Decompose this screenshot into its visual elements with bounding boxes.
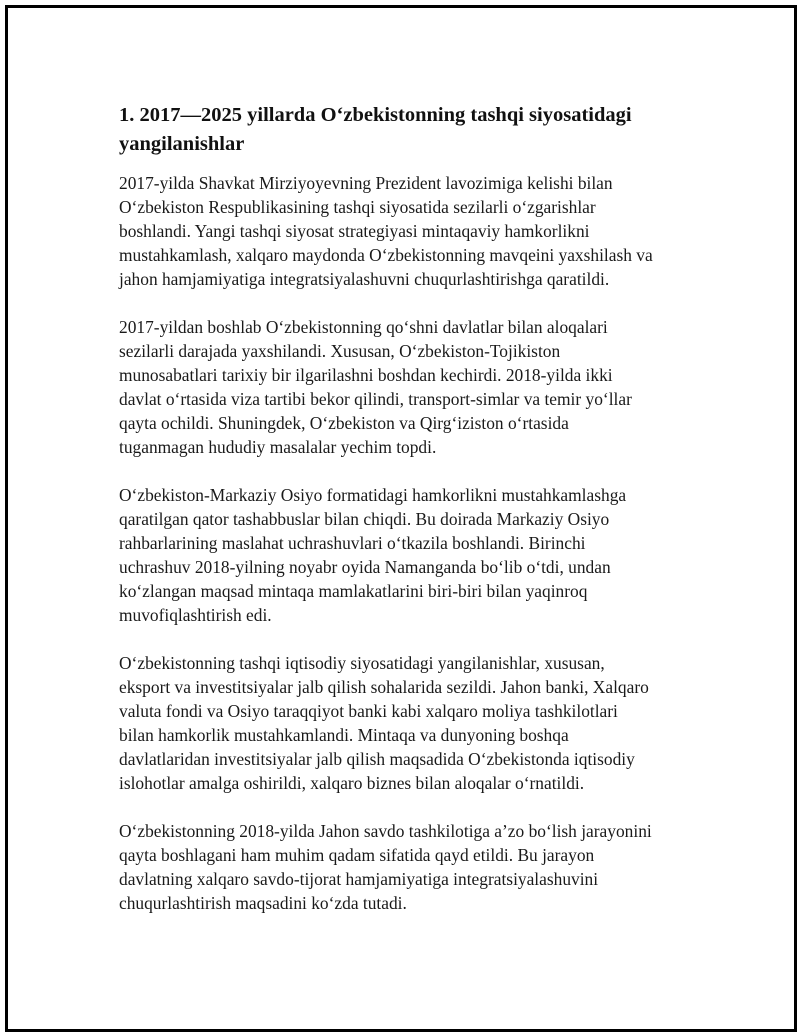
paragraph-line: uchrashuv 2018-yilning noyabr oyida Namanganda bo‘lib o‘tdi, undan [119,557,611,577]
paragraph-line: O‘zbekistonning tashqi iqtisodiy siyosatidagi yangilanishlar, xususan, [119,653,605,673]
paragraph-line: 2017-yilda Shavkat Mirziyoyevning Prezident lavozimiga kelishi bilan [119,173,613,193]
paragraph-line: qaratilgan qator tashabbuslar bilan chiqdi. Bu doirada Markaziy Osiyo [119,509,610,529]
paragraph-line: davlatning xalqaro savdo-tijorat hamjamiyatiga integratsiyalashuvini [119,869,599,889]
paragraph-line: sezilarli darajada yaxshilandi. Xususan, O‘zbekiston-Tojikiston [119,341,561,361]
paragraph-line: O‘zbekiston Respublikasining tashqi siyosatida sezilarli o‘zgarishlar [119,197,596,217]
paragraph-2 [119,315,704,459]
paragraph-4 [119,651,704,795]
paragraph-line: jahon hamjamiyatiga integratsiyalashuvni chuqurlashtirishga qaratildi. [119,269,610,289]
paragraph-5 [119,819,704,915]
paragraph-line: valuta fondi va Osiyo taraqqiyot banki kabi xalqaro moliya tashkilotlari [119,701,618,721]
paragraph-line: qayta boshlagani ham muhim qadam sifatida qayd etildi. Bu jarayon [119,845,595,865]
paragraph-line: boshlandi. Yangi tashqi siyosat strategiyasi mintaqaviy hamkorlikni [119,221,590,241]
paragraph-line: mustahkamlash, xalqaro maydonda O‘zbekistonning mavqeini yaxshilash va [119,245,653,265]
paragraph-line: eksport va investitsiyalar jalb qilish sohalarida sezildi. Jahon banki, Xalqaro [119,677,649,697]
heading-line-1: 1. 2017—2025 yillarda O‘zbekistonning tashqi siyosatidagi [119,104,632,126]
paragraph-line: tuganmagan hududiy masalalar yechim topdi. [119,437,437,457]
paragraph-line: islohotlar amalga oshirildi, xalqaro biznes bilan aloqalar o‘rnatildi. [119,773,585,793]
paragraph-3 [119,483,704,627]
section-heading [119,101,704,159]
paragraph-line: 2017-yildan boshlab O‘zbekistonning qo‘shni davlatlar bilan aloqalari [119,317,608,337]
paragraph-line: O‘zbekistonning 2018-yilda Jahon savdo tashkilotiga a’zo bo‘lish jarayonini [119,821,652,841]
page-frame [5,5,797,1032]
paragraph-line: chuqurlashtirish maqsadini ko‘zda tutadi. [119,893,407,913]
paragraph-line: davlatlaridan investitsiyalar jalb qilish maqsadida O‘zbekistonda iqtisodiy [119,749,635,769]
heading-line-2: yangilanishlar [119,133,245,155]
paragraph-line: O‘zbekiston-Markaziy Osiyo formatidagi hamkorlikni mustahkamlashga [119,485,627,505]
paragraph-line: ko‘zlangan maqsad mintaqa mamlakatlarini biri-biri bilan yaqinroq [119,581,588,601]
paragraph-1 [119,171,704,291]
paragraph-line: davlat o‘rtasida viza tartibi bekor qilindi, transport-simlar va temir yo‘llar [119,389,632,409]
paragraph-line: munosabatlari tarixiy bir ilgarilashni boshdan kechirdi. 2018-yilda ikki [119,365,613,385]
document-body [119,101,704,939]
paragraph-line: muvofiqlashtirish edi. [119,605,272,625]
paragraph-line: rahbarlarining maslahat uchrashuvlari o‘tkazila boshlandi. Birinchi [119,533,586,553]
paragraph-line: qayta ochildi. Shuningdek, O‘zbekiston va Qirg‘iziston o‘rtasida [119,413,569,433]
paragraph-line: bilan hamkorlik mustahkamlandi. Mintaqa va dunyoning boshqa [119,725,569,745]
